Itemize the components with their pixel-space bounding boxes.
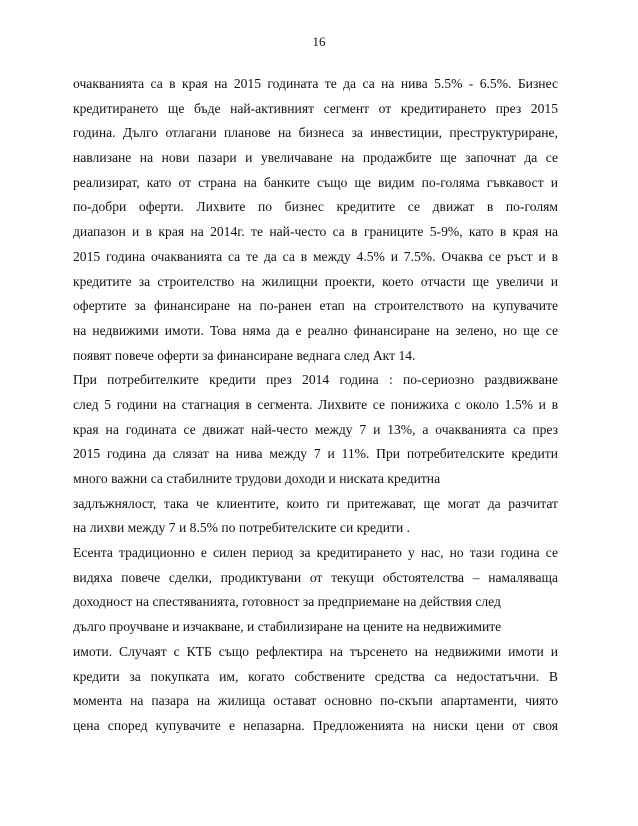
text-line: на недвижими имоти. Това няма да е реално финансиране на зелено, но ще се bbox=[73, 322, 558, 338]
body-text bbox=[73, 72, 558, 739]
text-line: на лихви между 7 и 8.5% по потребителските си кредити . bbox=[73, 520, 411, 536]
text-line: момента на пазара на жилища остават основно по-скъпи апартаменти, чиято bbox=[73, 693, 558, 709]
text-line: цена според купувачите е непазарна. Предложенията на ниски цени от своя bbox=[73, 717, 558, 733]
text-line: 2015 година да слязат на нива между 7 и 11%. При потребителските кредити bbox=[73, 446, 558, 462]
text-line: навлизане на нови пазари и увеличаване на продажбите ще започнат да се bbox=[73, 150, 558, 166]
text-line: реализират, като от страна на банките също ще видим по-голяма гъвкавост и bbox=[73, 174, 558, 190]
text-line: доходност на спестяванията, готовност за предприемане на действия след bbox=[73, 594, 501, 610]
text-line: дълго проучване и изчакване, и стабилизиране на цените на недвижимите bbox=[73, 619, 502, 635]
text-line: задлъжнялост, така че клиентите, които ги притежават, ще могат да разчитат bbox=[73, 495, 558, 511]
page-number: 16 bbox=[312, 34, 326, 49]
text-line: 2015 година очакванията са те да са в между 4.5% и 7.5%. Очаква се ръст и в bbox=[73, 248, 558, 264]
text-line: кредити за покупката им, когато собствените средства са недостатъчни. В bbox=[73, 668, 558, 684]
text-line: имоти. Случаят с КТБ също рефлектира на търсенето на недвижими имоти и bbox=[73, 643, 558, 659]
text-line: очакванията са в края на 2015 годината те да са на нива 5.5% - 6.5%. Бизнес bbox=[73, 76, 558, 91]
text-line: кредитирането ще бъде най-активният сегмент от кредитирането през 2015 bbox=[73, 100, 558, 116]
text-line: появят повече оферти за финансиране веднага след Акт 14. bbox=[73, 347, 416, 363]
text-line: диапазон и в края на 2014г. те най-често са в границите 5-9%, като в края на bbox=[73, 224, 558, 240]
text-line: година. Дълго отлагани планове на бизнеса за инвестиции, преструктуриране, bbox=[73, 125, 558, 141]
text-line: видяха повече сделки, продиктувани от текущи обстоятелства – намаляваща bbox=[73, 569, 558, 585]
text-line: офертите за финансиране на по-ранен етап на строителството на купувачите bbox=[73, 298, 558, 314]
text-line: след 5 години на стагнация в сегмента. Лихвите се понижиха с около 1.5% и в bbox=[73, 396, 558, 412]
text-line: по-добри оферти. Лихвите по бизнес кредитите се движат в по-голям bbox=[73, 199, 558, 215]
text-line: При потребителките кредити през 2014 година : по-сериозно раздвижване bbox=[73, 372, 558, 388]
text-line: много важни са стабилните трудови доходи и ниската кредитна bbox=[73, 471, 441, 486]
text-line: кредитите за строителство на жилищни проекти, което отчасти ще увеличи и bbox=[73, 273, 558, 289]
text-line: Есента традиционно е силен период за кредитирането у нас, но тази година се bbox=[73, 545, 558, 561]
text-line: края на годината се движат най-често между 7 и 13%, а очакванията са през bbox=[73, 421, 558, 437]
